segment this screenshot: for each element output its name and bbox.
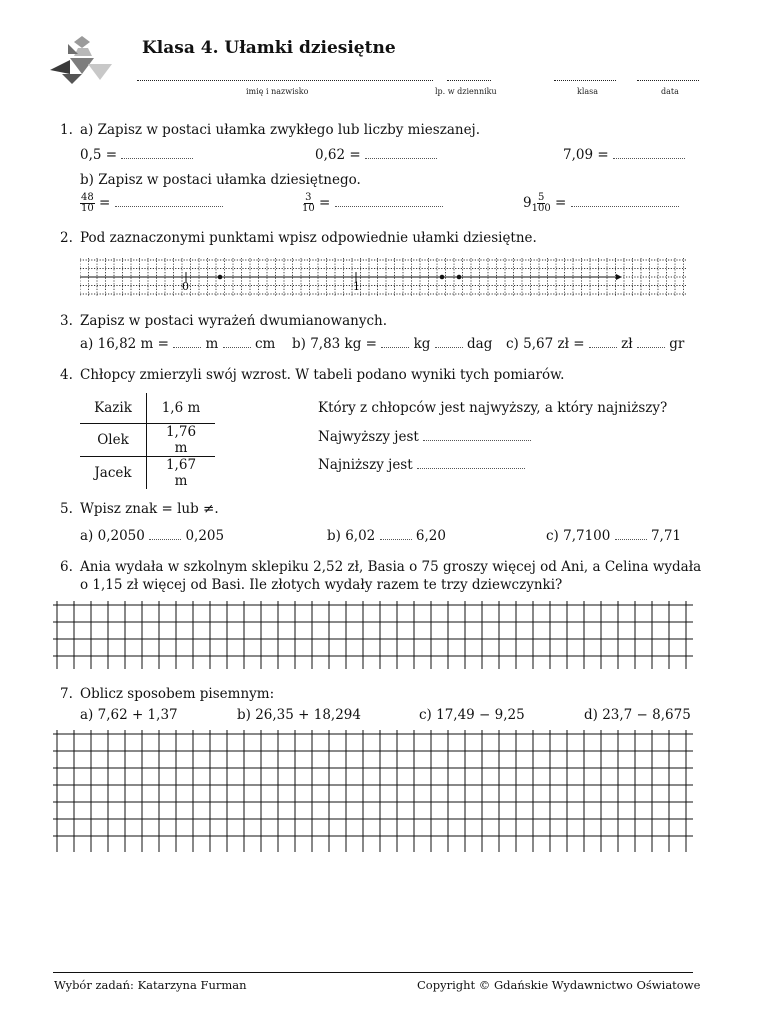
answer-blank[interactable]: [381, 335, 409, 348]
answer-blank[interactable]: [435, 335, 463, 348]
q7-item-c: c) 17,49 − 9,25: [419, 707, 525, 723]
answer-blank[interactable]: [589, 335, 617, 348]
answer-blank[interactable]: [335, 194, 443, 207]
q3-instruction: Zapisz w postaci wyrażeń dwumianowanych.: [80, 313, 388, 329]
q1-b-item-3: 9 $\frac{5}{100}$ =: [523, 193, 679, 214]
table-cell-name: Olek: [80, 424, 147, 457]
answer-blank[interactable]: [173, 335, 201, 348]
table-cell-name: Kazik: [80, 393, 147, 424]
q2-number: 2.: [60, 230, 73, 246]
q3-number: 3.: [60, 313, 73, 329]
q1-b-instruction: b) Zapisz w postaci ułamka dziesiętnego.: [80, 172, 361, 188]
number-line-label-0: 0: [182, 280, 189, 293]
answer-blank[interactable]: [223, 335, 251, 348]
answer-blank[interactable]: [613, 146, 685, 159]
answer-blank[interactable]: [380, 527, 412, 540]
q4-number: 4.: [60, 367, 73, 383]
table-cell-name: Jacek: [80, 457, 147, 490]
table-row: [80, 457, 215, 490]
name-field-label: imię i nazwisko: [246, 87, 309, 96]
class-field-line: [554, 72, 616, 81]
fraction: $\frac{48}{10}$: [81, 192, 94, 214]
q5-number: 5.: [60, 501, 73, 517]
q6-text-line-1: Ania wydała w szkolnym sklepiku 2,52 zł, Basia o 75 groszy więcej od Ani, a Celina wydała: [80, 559, 702, 575]
q1-a-item-1: 0,5 =: [80, 146, 193, 163]
name-field-line: [137, 72, 433, 81]
q5-item-b: b) 6,02 6,20: [327, 528, 446, 544]
q6-number: 6.: [60, 559, 73, 575]
q2-instruction: Pod zaznaczonymi punktami wpisz odpowiednie ułamki dziesiętne.: [80, 230, 537, 246]
q3-item-a: a) 16,82 m = m cm: [80, 336, 276, 352]
q1-b-item-1: $\frac{48}{10}$ =: [80, 193, 223, 214]
number-field-label: lp. w dzienniku: [435, 87, 497, 96]
q7-item-b: b) 26,35 + 18,294: [237, 707, 361, 723]
answer-blank[interactable]: [121, 146, 193, 159]
q1-a-item-3: 7,09 =: [563, 146, 685, 163]
answer-blank[interactable]: [571, 194, 679, 207]
table-row: [80, 393, 215, 424]
q7-item-a: a) 7,62 + 1,37: [80, 707, 178, 723]
fraction: $\frac{3}{10}$: [302, 192, 315, 214]
q6-text-line-2: o 1,15 zł więcej od Basi. Ile złotych wydały razem te trzy dziewczynki?: [80, 577, 563, 593]
answer-blank[interactable]: [115, 194, 223, 207]
answer-blank[interactable]: [423, 428, 531, 441]
q4-question: Który z chłopców jest najwyższy, a który najniższy?: [318, 400, 668, 416]
heights-table: [80, 393, 215, 489]
answer-blank[interactable]: [615, 527, 647, 540]
number-field-line: [447, 72, 491, 81]
q1-b-item-2: $\frac{3}{10}$ =: [302, 193, 443, 214]
q1-a-item-2: 0,62 =: [315, 146, 437, 163]
answer-blank[interactable]: [365, 146, 437, 159]
class-field-label: klasa: [577, 87, 599, 96]
q1-number: 1.: [60, 122, 73, 138]
q4-tallest-row: Najwyższy jest: [318, 428, 531, 445]
table-cell-value: 1,76 m: [147, 424, 216, 457]
q1-a-instruction: a) Zapisz w postaci ułamka zwykłego lub liczby mieszanej.: [80, 122, 481, 138]
q3-item-c: c) 5,67 zł = zł gr: [506, 336, 685, 352]
number-line-label-1: 1: [353, 280, 360, 293]
q7-instruction: Oblicz sposobem pisemnym:: [80, 686, 275, 702]
answer-blank[interactable]: [637, 335, 665, 348]
q7-number: 7.: [60, 686, 73, 702]
table-cell-value: 1,6 m: [161, 400, 201, 416]
number-line-grid: [80, 258, 686, 296]
q6-answer-grid[interactable]: [53, 601, 693, 669]
table-row: [80, 424, 215, 457]
q5-item-c: c) 7,7100 7,71: [546, 528, 682, 544]
table-cell-value: 1,67 m: [165, 457, 197, 489]
date-field-label: data: [661, 87, 679, 96]
q7-answer-grid[interactable]: [53, 730, 693, 852]
q3-item-b: b) 7,83 kg = kg dag: [292, 336, 493, 352]
fraction: $\frac{5}{100}$: [531, 192, 551, 214]
answer-blank[interactable]: [149, 527, 181, 540]
q5-instruction: Wpisz znak = lub ≠.: [80, 501, 219, 517]
q4-instruction: Chłopcy zmierzyli swój wzrost. W tabeli podano wyniki tych pomiarów.: [80, 367, 565, 383]
q4-shortest-row: Najniższy jest: [318, 456, 525, 473]
q5-item-a: a) 0,2050 0,205: [80, 528, 225, 544]
date-field-line: [637, 72, 699, 81]
q7-item-d: d) 23,7 − 8,675: [584, 707, 691, 723]
footer-divider: [53, 972, 693, 973]
publisher-logo: [48, 34, 114, 86]
page-title: Klasa 4. Ułamki dziesiętne: [142, 38, 396, 58]
footer-author: Wybór zadań: Katarzyna Furman: [54, 978, 247, 992]
answer-blank[interactable]: [417, 456, 525, 469]
footer-copyright: Copyright © Gdańskie Wydawnictwo Oświatowe: [417, 978, 701, 992]
